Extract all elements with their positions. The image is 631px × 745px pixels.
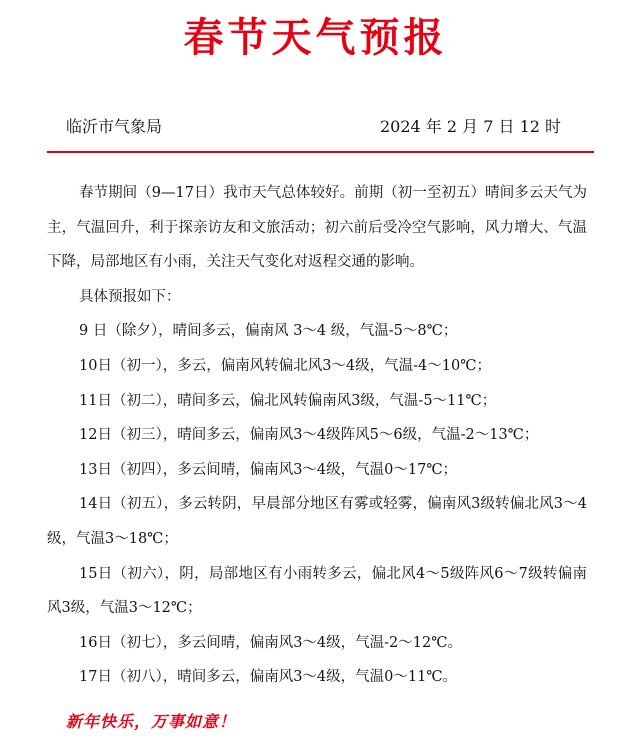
divider-rule	[47, 151, 594, 153]
day-forecast: 15日（初六），阴，局部地区有小雨转多云，偏北风4～5级阵风6～7级转偏南风3级，气温3～12℃；	[47, 565, 587, 617]
day-forecast: 16日（初七），多云间晴，偏南风3～4级，气温-2～12℃。	[79, 634, 462, 651]
day-forecast: 10日（初一），多云，偏南风转偏北风3～4级，气温-4～10℃；	[79, 357, 491, 374]
day-forecast: 12日（初三），晴间多云，偏南风3～4级阵风5～6级，气温-2～13℃；	[79, 427, 539, 444]
detail-intro: 具体预报如下：	[79, 288, 181, 305]
summary-paragraph: 春节期间（9—17日）我市天气总体较好。前期（初一至初五）晴间多云天气为主，气温回升，利于探亲访友和文旅活动；初六前后受冷空气影响，风力增大、气温下降，局部地区有小雨，关注天气变化对返程交通的影响。	[47, 185, 587, 271]
forecast-body	[47, 176, 587, 695]
day-forecast: 11日（初二），晴间多云，偏北风转偏南风3级，气温-5～11℃；	[79, 392, 497, 409]
closing-greeting: 新年快乐，万事如意！	[66, 712, 237, 731]
issuer: 临沂市气象局	[66, 117, 163, 136]
day-forecast: 9 日（除夕），晴间多云，偏南风 3～4 级，气温-5～8℃；	[79, 323, 458, 340]
day-forecast: 17日（初八），晴间多云，偏南风3～4级，气温0～11℃。	[79, 669, 458, 686]
issue-date: 2024 年 2 月 7 日 12 时	[380, 117, 562, 136]
meta-row	[0, 114, 631, 140]
page-title: 春节天气预报	[183, 15, 448, 61]
day-forecast: 14日（初五），多云转阴，早晨部分地区有雾或轻雾，偏南风3级转偏北风3～4级，气温3～18℃；	[47, 496, 587, 547]
day-forecast: 13日（初四），多云间晴，偏南风3～4级，气温0～17℃；	[79, 461, 458, 478]
